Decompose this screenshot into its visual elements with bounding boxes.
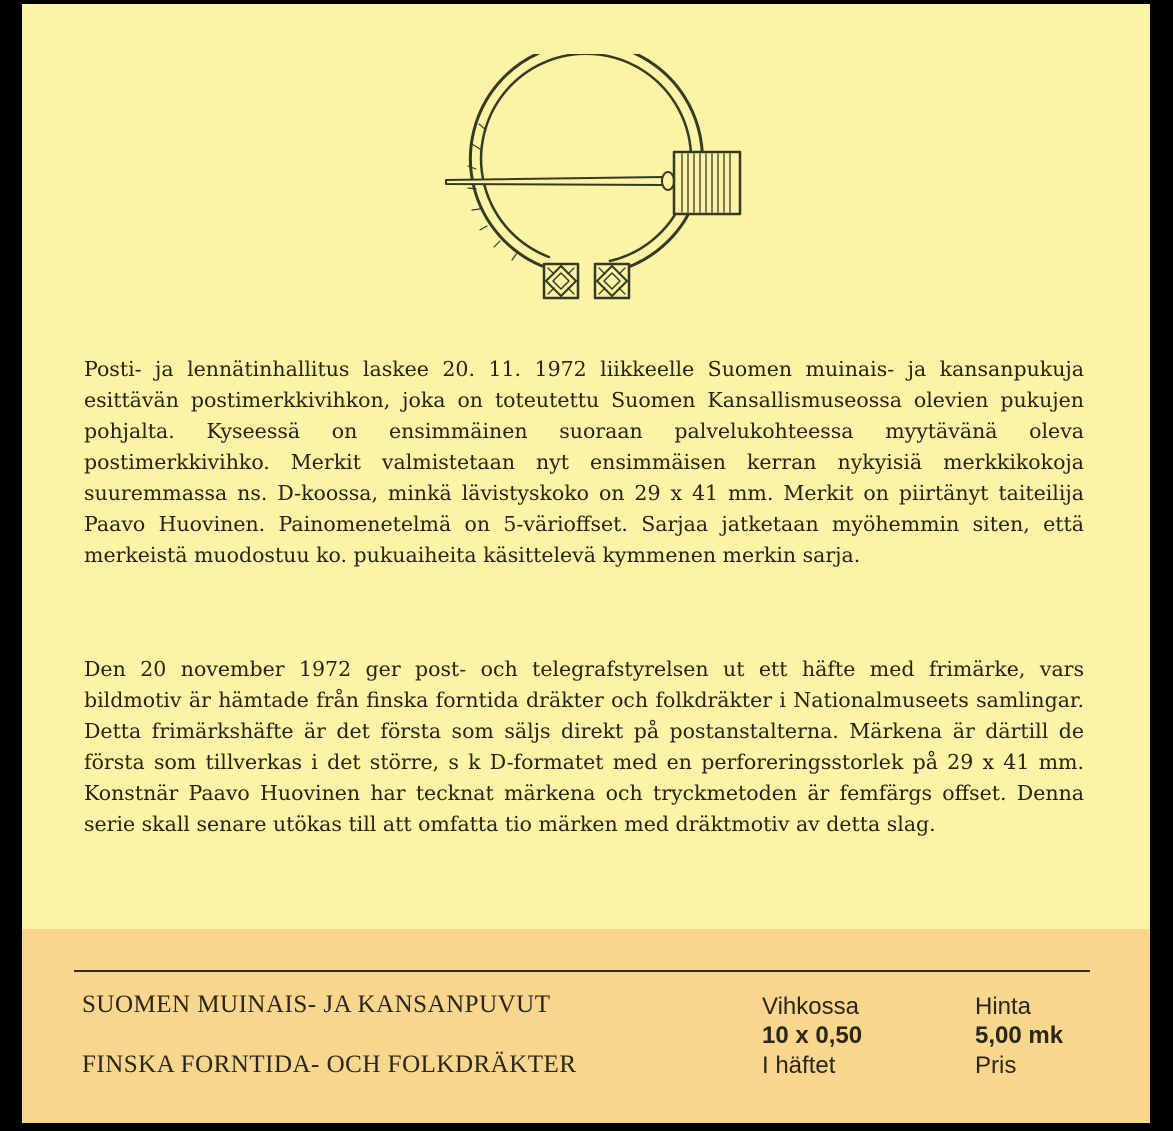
price-label-finnish: Hinta [975,993,1032,1020]
price-value: 5,00 mk [975,1022,1064,1049]
price-label-swedish: Pris [975,1052,1017,1079]
contents-label-swedish: I häftet [762,1052,836,1079]
series-title-swedish: FINSKA FORNTIDA- OCH FOLKDRÄKTER [82,1051,577,1078]
contents-value: 10 x 0,50 [762,1022,863,1049]
finnish-description: Posti- ja lennätinhallitus laskee 20. 11. 1972 liikkeelle Suomen muinais- ja kansanpukuja esittävän postimerkkivihkon, joka on toteutettu Suomen Kansallismuseossa olevien pukujen pohjalta. Kyseessä on ensimmäinen suoraan palvelukohteessa myytävänä oleva postimerkkivihko. Merkit valmistetaan nyt ensimmäisen kerran nykyisiä merkkikokoja suuremmassa ns. D-koossa, minkä lävistyskoko on 29 x 41 mm. Merkit on piirtänyt taiteilija Paavo Huovinen. Painomenetelmä on 5-värioffset. Sarjaa jatketaan myöhemmin siten, että merkeistä muodostuu ko. pukuaiheita käsittelevä kymmenen merkin sarja. [84,357,1084,567]
series-title-finnish: SUOMEN MUINAIS- JA KANSANPUVUT [82,991,551,1018]
swedish-description: Den 20 november 1972 ger post- och telegrafstyrelsen ut ett häfte med frimärke, vars bildmotiv är hämtade från finska forntida dräkter och folkdräkter i Nationalmuseets samlingar. Detta frimärkshäfte är det första som säljs direkt på postanstalterna. Märkena är därtill de första som tillverkas i det större, s k D-formatet med en perforeringsstorlek på 29 x 41 mm. Konstnär Paavo Huovinen har tecknat märkena och tryckmetoden är femfärgs offset. Denna serie skall senare utökas till att omfatta tio märken med dräktmotiv av detta slag. [84,657,1084,836]
footer-band [22,929,1150,1123]
penannular-brooch-icon [424,54,764,314]
contents-label-finnish: Vihkossa [762,993,859,1020]
footer-divider [74,970,1090,972]
booklet-cover [22,4,1150,1123]
